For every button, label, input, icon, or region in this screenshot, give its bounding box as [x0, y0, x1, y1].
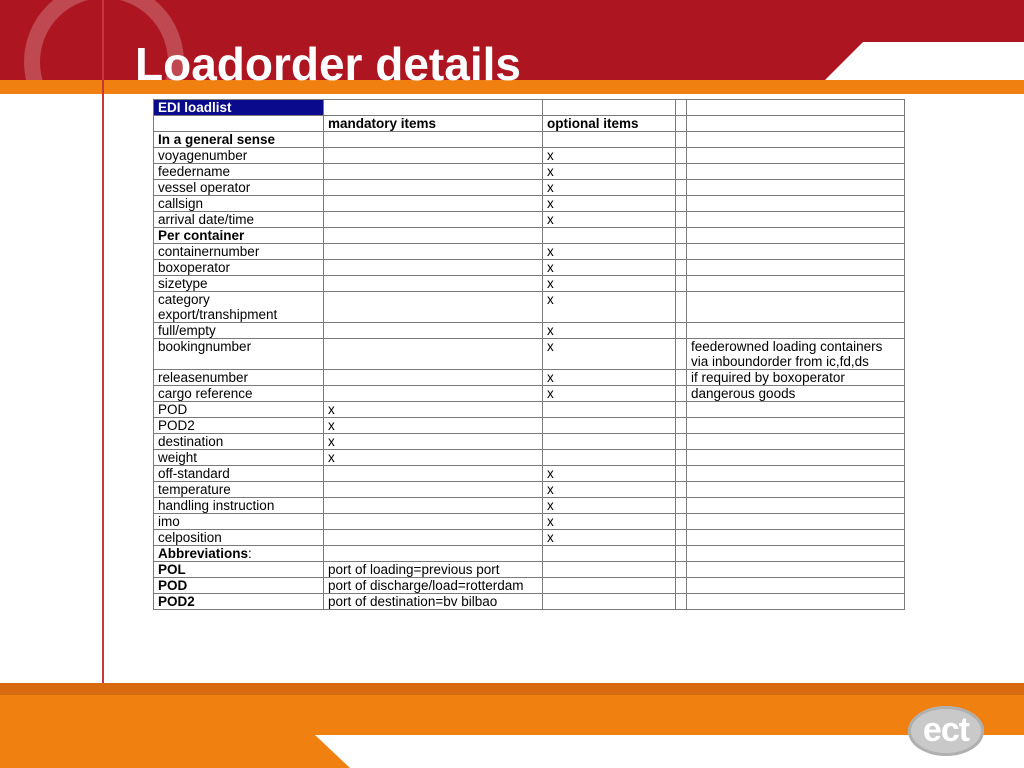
remark-cell: dangerous goods	[687, 386, 905, 402]
table-row	[154, 482, 905, 498]
optional-mark	[543, 450, 676, 466]
item-label: POD2	[154, 418, 324, 434]
table-row	[154, 164, 905, 180]
spacer-cell	[676, 244, 687, 260]
remark-cell	[687, 180, 905, 196]
remark-cell	[687, 276, 905, 292]
abbreviation-meaning: port of destination=bv bilbao	[324, 594, 543, 610]
item-label: callsign	[154, 196, 324, 212]
footer-band-dark	[0, 683, 1024, 695]
mandatory-mark	[324, 386, 543, 402]
empty-cell	[324, 228, 543, 244]
item-label: vessel operator	[154, 180, 324, 196]
table-header-row	[154, 100, 905, 116]
empty-cell	[543, 578, 676, 594]
item-label: voyagenumber	[154, 148, 324, 164]
table-row	[154, 148, 905, 164]
spacer-cell	[676, 148, 687, 164]
mandatory-mark	[324, 323, 543, 339]
edi-loadlist-cell: EDI loadlist	[154, 100, 324, 116]
spacer-cell	[676, 514, 687, 530]
abbreviations-row	[154, 546, 905, 562]
abbreviation-meaning: port of loading=previous port	[324, 562, 543, 578]
spacer-cell	[676, 482, 687, 498]
empty-cell	[687, 562, 905, 578]
optional-mark	[543, 434, 676, 450]
mandatory-mark	[324, 514, 543, 530]
mandatory-mark	[324, 260, 543, 276]
table-row	[154, 323, 905, 339]
table-row	[154, 370, 905, 386]
mandatory-mark	[324, 196, 543, 212]
spacer-cell	[676, 292, 687, 323]
spacer-cell	[676, 562, 687, 578]
optional-mark: x	[543, 498, 676, 514]
optional-mark: x	[543, 180, 676, 196]
spacer-cell	[676, 386, 687, 402]
spacer-cell	[676, 180, 687, 196]
table-row	[154, 276, 905, 292]
optional-mark: x	[543, 244, 676, 260]
section-row	[154, 132, 905, 148]
table-row	[154, 260, 905, 276]
mandatory-mark: x	[324, 434, 543, 450]
table-row	[154, 339, 905, 370]
remark-cell	[687, 514, 905, 530]
item-label: imo	[154, 514, 324, 530]
mandatory-mark	[324, 276, 543, 292]
empty-cell	[543, 594, 676, 610]
optional-mark: x	[543, 466, 676, 482]
optional-mark	[543, 402, 676, 418]
spacer-cell	[676, 546, 687, 562]
footer-band-tab	[0, 735, 350, 768]
spacer-cell	[676, 339, 687, 370]
spacer-cell	[676, 164, 687, 180]
abbreviation-row	[154, 562, 905, 578]
optional-mark: x	[543, 482, 676, 498]
mandatory-mark	[324, 212, 543, 228]
remark-cell	[687, 260, 905, 276]
empty-cell	[687, 116, 905, 132]
abbreviations-cell	[154, 546, 324, 562]
remark-cell	[687, 418, 905, 434]
mandatory-mark	[324, 164, 543, 180]
empty-cell	[687, 228, 905, 244]
table-row	[154, 196, 905, 212]
table-row	[154, 466, 905, 482]
optional-mark: x	[543, 339, 676, 370]
loadlist-table	[153, 99, 905, 610]
remark-cell: if required by boxoperator	[687, 370, 905, 386]
empty-cell	[543, 228, 676, 244]
mandatory-mark	[324, 244, 543, 260]
remark-cell	[687, 402, 905, 418]
optional-mark: x	[543, 370, 676, 386]
spacer-cell	[676, 370, 687, 386]
column-header-row	[154, 116, 905, 132]
mandatory-mark: x	[324, 402, 543, 418]
optional-mark: x	[543, 260, 676, 276]
item-label: weight	[154, 450, 324, 466]
table-row	[154, 498, 905, 514]
table-row	[154, 402, 905, 418]
optional-mark	[543, 418, 676, 434]
spacer-cell	[676, 418, 687, 434]
table-row	[154, 244, 905, 260]
spacer-cell	[676, 594, 687, 610]
optional-mark: x	[543, 196, 676, 212]
remark-cell	[687, 450, 905, 466]
empty-cell	[687, 578, 905, 594]
abbreviation-code: POD2	[154, 594, 324, 610]
mandatory-mark	[324, 370, 543, 386]
item-label: arrival date/time	[154, 212, 324, 228]
table-row	[154, 386, 905, 402]
optional-mark: x	[543, 514, 676, 530]
spacer-cell	[676, 498, 687, 514]
abbreviation-row	[154, 578, 905, 594]
abbreviations-label: Abbreviations	[158, 546, 249, 561]
logo-text: ect	[922, 711, 970, 749]
item-label: temperature	[154, 482, 324, 498]
mandatory-mark	[324, 339, 543, 370]
empty-cell	[324, 100, 543, 116]
abbreviations-colon: :	[248, 546, 252, 561]
mandatory-items-header: mandatory items	[324, 116, 543, 132]
spacer-cell	[676, 402, 687, 418]
optional-mark: x	[543, 323, 676, 339]
decorative-vertical-line	[102, 0, 104, 740]
empty-cell	[687, 132, 905, 148]
remark-cell	[687, 482, 905, 498]
spacer-cell	[676, 530, 687, 546]
item-label: full/empty	[154, 323, 324, 339]
abbreviation-row	[154, 594, 905, 610]
empty-cell	[154, 116, 324, 132]
mandatory-mark	[324, 292, 543, 323]
empty-cell	[543, 132, 676, 148]
table-row	[154, 180, 905, 196]
remark-cell	[687, 434, 905, 450]
remark-cell	[687, 323, 905, 339]
table-row	[154, 418, 905, 434]
empty-cell	[543, 562, 676, 578]
item-label: sizetype	[154, 276, 324, 292]
table-row	[154, 514, 905, 530]
table-row	[154, 530, 905, 546]
item-label: feedername	[154, 164, 324, 180]
empty-cell	[324, 546, 543, 562]
slide-title: Loadorder details	[135, 38, 521, 90]
item-label: celposition	[154, 530, 324, 546]
empty-cell	[543, 546, 676, 562]
mandatory-mark	[324, 482, 543, 498]
item-label: POD	[154, 402, 324, 418]
remark-cell	[687, 498, 905, 514]
empty-cell	[687, 594, 905, 610]
abbreviation-code: POD	[154, 578, 324, 594]
remark-cell	[687, 292, 905, 323]
item-label: boxoperator	[154, 260, 324, 276]
remark-cell	[687, 212, 905, 228]
table-row	[154, 434, 905, 450]
remark-cell	[687, 164, 905, 180]
mandatory-mark	[324, 466, 543, 482]
spacer-cell	[676, 212, 687, 228]
spacer-cell	[676, 132, 687, 148]
mandatory-mark	[324, 530, 543, 546]
spacer-cell	[676, 196, 687, 212]
section-label: In a general sense	[154, 132, 324, 148]
loadlist-table-body	[154, 100, 905, 610]
footer-band	[0, 695, 1024, 735]
spacer-cell	[676, 276, 687, 292]
spacer-cell	[676, 228, 687, 244]
remark-cell	[687, 244, 905, 260]
spacer-cell	[676, 578, 687, 594]
table-row	[154, 292, 905, 323]
optional-items-header: optional items	[543, 116, 676, 132]
ect-logo-icon	[908, 706, 984, 756]
remark-cell	[687, 148, 905, 164]
optional-mark: x	[543, 386, 676, 402]
optional-mark: x	[543, 148, 676, 164]
table-row	[154, 212, 905, 228]
remark-cell	[687, 466, 905, 482]
spacer-cell	[676, 434, 687, 450]
spacer-cell	[676, 323, 687, 339]
spacer-cell	[676, 450, 687, 466]
remark-cell	[687, 196, 905, 212]
item-label: releasenumber	[154, 370, 324, 386]
table-row	[154, 450, 905, 466]
item-label: category export/transhipment	[154, 292, 324, 323]
item-label: destination	[154, 434, 324, 450]
item-label: off-standard	[154, 466, 324, 482]
optional-mark: x	[543, 276, 676, 292]
mandatory-mark: x	[324, 450, 543, 466]
spacer-cell	[676, 100, 687, 116]
remark-cell	[687, 530, 905, 546]
optional-mark: x	[543, 530, 676, 546]
spacer-cell	[676, 116, 687, 132]
section-label: Per container	[154, 228, 324, 244]
mandatory-mark	[324, 148, 543, 164]
optional-mark: x	[543, 292, 676, 323]
abbreviation-code: POL	[154, 562, 324, 578]
remark-cell: feederowned loading containers via inboundorder from ic,fd,ds	[687, 339, 905, 370]
empty-cell	[543, 100, 676, 116]
section-row	[154, 228, 905, 244]
spacer-cell	[676, 260, 687, 276]
optional-mark: x	[543, 164, 676, 180]
empty-cell	[687, 100, 905, 116]
abbreviation-meaning: port of discharge/load=rotterdam	[324, 578, 543, 594]
mandatory-mark	[324, 498, 543, 514]
spacer-cell	[676, 466, 687, 482]
item-label: containernumber	[154, 244, 324, 260]
item-label: bookingnumber	[154, 339, 324, 370]
mandatory-mark	[324, 180, 543, 196]
mandatory-mark: x	[324, 418, 543, 434]
empty-cell	[324, 132, 543, 148]
optional-mark: x	[543, 212, 676, 228]
empty-cell	[687, 546, 905, 562]
item-label: handling instruction	[154, 498, 324, 514]
item-label: cargo reference	[154, 386, 324, 402]
